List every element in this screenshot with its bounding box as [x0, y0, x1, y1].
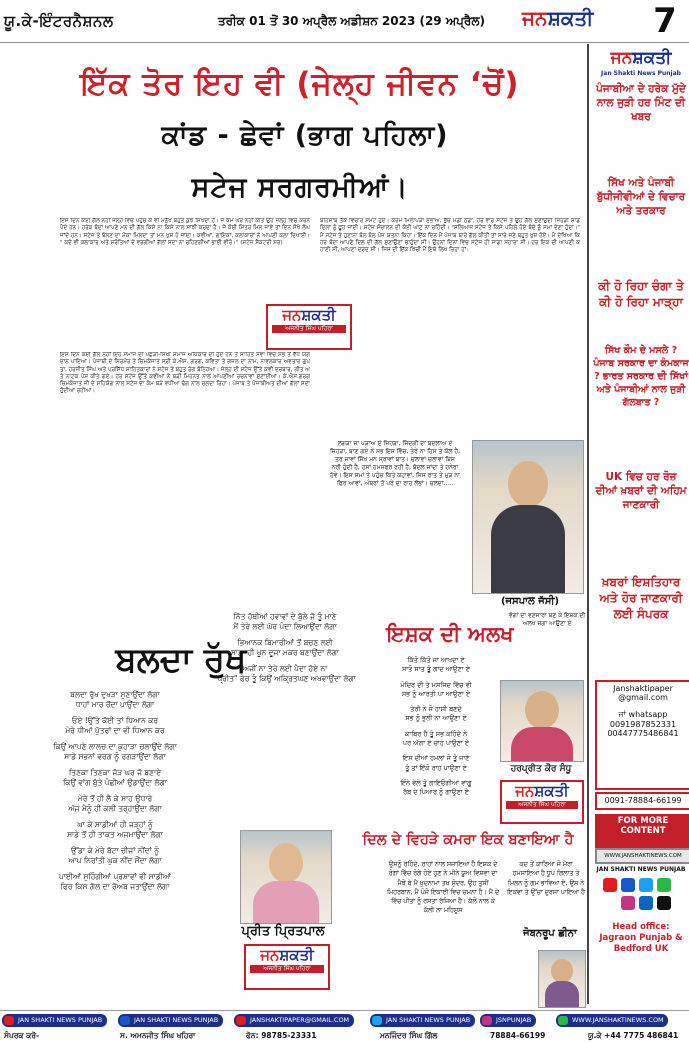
- sidebar-promo: ਸਿੱਖ ਕੌਮ ਦੇ ਮਸਲੇ ? ਪੰਜਾਬ ਸਰਕਾਰ ਦਾ ਕੰਮਕਾਜ ? ਭਾਰਤ ਸਰਕਾਰ ਦੀ ਸਿੱਖਾਂ ਅਤੇ ਪੰਜਾਬੀਆਂ ਨਾਲ ਜੁੜੀ ਗੱਲਬਾਤ ?: [593, 345, 689, 408]
- poem-right-column: [200, 612, 370, 684]
- poem-line: ਫਿਰ ਕਿਸ ਗੱਲ ਦਾ ਰੋਅਬ ਜਤਾਉਂਦਾ ਲੱਗਾ: [60, 882, 170, 891]
- article-column: ਬੇਹਿਸਾਬ ਤੱਕ ਵਿਚਾਰ ਸਮੇਟੇ ਹੁੰਦੇ। ਕਰਮ ਮਿਲਾਪੜਾ ਸੁਭਾਅ, ਭੁੱਚੋ ਮੰਡੀ ਠੰਡਾ, ਹਰ ਵਾਰ ਸਟੇਜ ਤੇ ਉਹ ਗੱਲ ਸੁਣਾਉਂਦੀ ਜਿਹੜੀ ਸਾਡੇ ਦਿਲਾਂ ਨੂੰ ਛੂਹ ਜਾਂਦੀ। ਸਟੇਜ ਸੰਚਾਲਨ ਦੀ ਕੋਈ ਘਾਟ ਨਾ ਰਹਿੰਦੀ। "ਸਲਿਆਜ਼ ਸਟੇਜ ਤੇ ਕਿਸੇ ਪਹਿਲੇ ਹੋਏ ਬੰਦੇ ਨੂੰ ਸਮਾਂ ਦੇਣਾ ਹੁੰਦਾ।" ਮੈਂ ਸਟੇਜ ਤੇ ਹੁਣਾਨਾ ਬੋਲ ਬੋਲ ਪੰਜ ਯਤਨਾ ਕਿਹਾ। ਇੱਕ ਦਿਨ ਮੈਂ ਪੰਜਾਬ ਬਾਰੇ ਗੱਲ ਕੀਤੀ ਤਾਂ ਸਾਰੇ ਜਣੇ ਬਹੁਤ ਖੁਸ਼ ਹੋਏ। ਮੈਂ ਦੇਖਿਆ ਕਿ ਹਰ ਬੰਦਾ ਆਪਣੇ ਦਿਲ ਦੀ ਗੱਲ ਸੁਣਾਉਣਾ ਚਾਹੁੰਦਾ ਸੀ। ਉਹਨਾਂ ਦਿਨਾਂ ਵਿਚ ਸਟੇਜ ਹੀ ਸਾਡਾ ਸਹਾਰਾ ਸੀ। ਹਰ ਇਕ ਦੀ ਆਪਣੀ ਕਹਾਣੀ ਸੀ, ਆਪਣਾ ਦਰਦ ਸੀ। ਜਿਸ ਦੀ ਇੱਕ ਖਿੱਚੀ ਮੈਂ ਇਥੇ ਲਿਖ ਰਿਹਾ ਹਾਂ:: [320, 218, 580, 254]
- tiktok-icon[interactable]: [657, 896, 671, 910]
- sidebar-logo: ਜਨਸ਼ਕਤੀ: [610, 48, 672, 68]
- footer-instagram-link[interactable]: JSNPUNJAB: [480, 1014, 536, 1027]
- footer-facebook-link[interactable]: JAN SHAKTI NEWS PUNJAB: [118, 1014, 223, 1027]
- sidebar-promo: ਖ਼ਬਰਾਂ ਇਸ਼ਤਿਹਾਰ ਅਤੇ ਹੋਰ ਜਾਣਕਾਰੀ ਲਈ ਸੰਪਰਕ: [599, 575, 683, 621]
- instagram-icon: [482, 1016, 492, 1025]
- footer-phone[interactable]: ਫੋਨ: 98785-23331: [246, 1031, 317, 1040]
- poem-line: ਕਾਬਿਰ ਹੈ ਤੂੰ ਸਭ ਕਹਿੰਦੇ ਨੇ: [404, 729, 468, 738]
- page-footer: [0, 1010, 689, 1044]
- author-photo: [538, 950, 586, 1008]
- author-photo: [500, 680, 584, 762]
- poem-line: ਮੰਦਿਰ ਦੀ ਤੇ ਮਸਜਿਦ ਵਿੱਚ ਵੀ: [400, 680, 472, 689]
- youtube-icon: [4, 1016, 14, 1025]
- sidebar-promo: ਸਿੱਖ ਅਤੇ ਪੰਜਾਬੀ ਬੁੱਧੀਜੀਵੀਆਂ ਦੇ ਵਿਚਾਰ ਅਤੇ ਤਰਕਾਰ: [596, 177, 686, 217]
- article-column: ਇਸ ਦਿਨ ਕੋਈ ਗੱਲ ਨਹੀਂ ਇਹ ਸਮਾਜ ਦੀ ਪਛੜੀ-ਸਿਖੀ ਸਮਾਜ ਅਧਿਕਾਰ ਦੀ ਹੁੰਦੇ ਹਨ ਤੇ ਸਾਹਿਤ ਸੇਵਾ ਵਿਚ ਸਭ ਤੋਂ ਵੱਧ ਯੋਗਦਾਨ ਪਾਇਆ। ਪੰਜਾਬੀ ਦੇ ਸਿਰਮੌਰ ਤੇ ਚਿਮਕੰਜਾਤ ਸ੍ਰੀ ਕੇ.ਐਸ. ਗਰਗ, ਕਵਿਤਾ ਤੇ ਗਜ਼ਲ ਦਾ ਨਾਮ, ਨਾਵਲਕਾਰ ਅਵਤਾਰ ਗੁਪਤਾ, ਹਰਜੀਤ ਸਿੰਘ ਅਤੇ ਪ੍ਰਸਿੱਧ ਸਾਹਿਤਕਾਰਾਂ ਨੇ ਸਟੇਜ ਤੇ ਬਹੁਤ ਰੰਗ ਬੰਨ੍ਹਿਆ। ਜੇਲ੍ਹ ਦੀ ਸਟੇਜ ਉੱਤੇ ਕਵੀ ਦਰਬਾਰ, ਗੀਤ ਅਤੇ ਨਾਟਕ ਪੇਸ਼ ਕੀਤੇ ਗਏ। ਹਰ ਸਟੇਜ ਉੱਤੇ ਕਵੀਆਂ ਨੇ ਬੜੀ ਮਿਹਨਤ ਨਾਲ ਆਪਣੀਆਂ ਰਚਨਾਵਾਂ ਸੁਣਾਈਆਂ। ਕੇ.ਐਸ.ਗਰਗ ਚਿਮਕੰਜਾਤ ਜੀ ਦੇ ਸਹਿਯੋਗ ਨਾਲ ਸਟੇਜ ਦਾ ਕੰਮ ਬੜੇ ਵਧੀਆ ਢੰਗ ਨਾਲ ਚਲਦਾ ਰਿਹਾ। ਪੰਜਾਬ ਤੇ ਪੰਜਾਬੀਅਤ ਦੀਆਂ ਗੱਲਾਂ ਸਦਾ ਹੁੰਦੀਆਂ ਰਹੀਆਂ।: [60, 352, 310, 395]
- footer-website-link[interactable]: WWW.JANSHAKTINEWS.COM: [556, 1014, 668, 1027]
- poem-title: ਬਲਦਾ ਰੁੱਖ: [115, 640, 247, 680]
- article-column: ਇਸ ਦਿਨ ਕੋਈ ਗੱਲ ਨਹੀਂ ਜੇਲ੍ਹ ਵਿਚ ਪਹੁੰਚ ਕੇ ਵੀ ਮਨੁੱਖ ਬਹੁਤ ਕੁਝ ਸਿਖਦਾ ਹੈ। ਜੋ ਕੰਮ ਘਰ ਨਹੀਂ ਕੀਤੇ ਉਹ ਜੇਲ੍ਹ ਵਿਚ ਕਰਨੇ ਪੈਂਦੇ ਹਨ। ਹਰੇਕ ਬੰਦਾ ਆਪਣੇ ਮਨ ਦੀ ਗੱਲ ਕਿਸੇ ਨਾ ਕਿਸੇ ਨਾਲ ਸਾਂਝੀ ਕਰਦਾ ਹੈ। ਜੇ ਕੋਈ ਮਿੱਤਰ ਮਿਲ ਜਾਵੇ ਤਾਂ ਦਿਨ ਸੌਖੇ ਲੰਘ ਜਾਂਦੇ ਹਨ। ਸਟੇਜ ਤੇ ਬੋਲਣ ਦਾ ਮੌਕਾ ਮਿਲਦਾ ਤਾਂ ਮਨ ਖੁਸ਼ ਹੋ ਜਾਂਦਾ। ਕਵੀਆਂ, ਗਾਇਕਾਂ, ਕਲਾਕਾਰਾਂ ਨੇ ਆਪਣੀ ਕਲਾ ਦਿਖਾਈ। " ਕਦੇ ਵੀ ਕਲਾਕਾਰ ਅਤੇ ਸਰੋਤਿਆਂ ਦੇ ਵਰਗੀਆਂ ਗੱਲਾਂ ਸਦਾ ਨਾ ਰਹਿਣਗੀਆਂ ਭਾਈ ਵੀਰੋ।" (ਸਟੇਜ ਸੈਕਟਰੀ ਸਰ): [60, 218, 310, 246]
- footer-email-link[interactable]: JANSHAKTIPAPER@GMAIL.COM: [234, 1014, 354, 1027]
- poem-body: [376, 656, 496, 798]
- whatsapp-icon[interactable]: [657, 878, 671, 892]
- poem-left-column: [30, 690, 200, 892]
- poem-line: ਭਿਆਨਕ ਬਿਮਾਰੀਆਂ ਤੋਂ ਬਚਣ ਲਈ: [237, 638, 333, 647]
- poem-line: ਮੇਰੇ ਧੀਆਂ ਪੁੱਤਰਾਂ ਦਾ ਵੀ ਧਿਆਨ ਕਰ: [65, 726, 165, 735]
- author-name: ਪ੍ਰੀਤ ਪ੍ਰਿਤਪਾਲ: [241, 924, 325, 939]
- poem-line: ਤੂੰ ਤਾਂ ਇੱਕੋ ਰਾਹ ਪਾਉਣਾ ਏ: [405, 763, 467, 772]
- globe-icon: [558, 1016, 568, 1025]
- instagram-icon[interactable]: [621, 896, 635, 910]
- poem-line: ਧਾਹਾਂ ਮਾਰ ਰੋਂਦਾ ਪਾਉਂਦਾ ਲੱਗਾ: [75, 700, 155, 709]
- footer-phone[interactable]: 78884-66199: [490, 1031, 546, 1040]
- footer-name: ਮਨਜਿੰਦਰ ਸਿੰਘ ਗਿੱਲ: [380, 1031, 438, 1040]
- footer-twitter-link[interactable]: JAN SHAKTI NEWS PUNJAB: [370, 1014, 475, 1027]
- poem-line: ਆਪ ਨਿਰਾਂਤੀ ਘੁਕ ਨੀਂਦ ਸੌਂਦਾ ਲੱਗਾ: [68, 856, 162, 865]
- poem-line: ਸਾਤੋ ਸਾਤ ਤੂੰ ਗਾਦ ਆਉਣਾ ਏ: [401, 665, 471, 674]
- footer-youtube-link[interactable]: JAN SHAKTI NEWS PUNJAB: [2, 1014, 107, 1027]
- sidebar-promo: ਪੰਜਾਬੀਆ ਦੇ ਹਰੇਕ ਮੁੱਦੇ ਨਾਲ ਜੁੜੀ ਹਰ ਮਿੰਟ ਦੀ ਖਬਰ: [596, 83, 686, 123]
- poem-line: ਰੱਬ ਦੇ ਪਿਆਰ ਨੂੰ ਗਾਉਣਾ ਏ: [403, 788, 469, 797]
- linkedin-icon[interactable]: [639, 896, 653, 910]
- website-link[interactable]: WWW.JANSHAKTINEWS.COM: [595, 848, 689, 864]
- facebook-icon: [120, 1016, 130, 1025]
- brand-logo: ਜਨਸ਼ਕਤੀ: [522, 6, 594, 30]
- poem-line: ਕਿੱਤੋ ਕਿੱਤੋ ਜਾ ਆਖਦਾ ਏ: [407, 656, 465, 664]
- more-content-badge: FOR MORE CONTENT: [595, 814, 689, 848]
- article-title: ਇੱਕ ਤੋਰ ਇਹ ਵੀ (ਜੇਲ੍ਹ ਜੀਵਨ ‘ਚੋਂ): [80, 66, 520, 102]
- poem-line: ਇੰਨੇ ਵੇਲੇ ਤੂੰ ਗਾਇਓਗੀਆਂ ਵਾਂਗੂ: [400, 778, 472, 787]
- poem-line: ਅਜੀਂ ਨਾ ਤੇਰੇ ਲਈ ਪੈਦਾ ਹੋਏ ਨਾ: [242, 664, 328, 673]
- poem-line: ਇਸ ਦੀਆਂ ਹਮਲਾਂ ਜੋ ਤੂੰ ਜਾਣੇ: [402, 754, 470, 763]
- page-header: [0, 0, 689, 43]
- poem-line: ਮੇਰੇ ਤੋਂ ਹੀ ਲੈ ਕੇ ਸਾਹ ਉਧਾਰੇ: [77, 794, 153, 803]
- poem-line: ਪਰ ਅੱਗਾ ਏ ਚਾਹ ਪਾਉਣਾ ਏ: [402, 739, 470, 748]
- poem-body: ਉਸਨੂੰ ਰਹਿੰਦੇ, ਰਾਹਾਂ ਨਾਲ ਸਜਾਇਆ ਹੈ ਇਸ਼ਕ ਦੇ ਰੰਗਾਂ ਵਿੱਚ ਰੰਗੇ ਹੋਏ ਹੁਣ ਨੇ ਮੀਨੇ ਯੂਅ ਵਿਸ਼ਵਾ ਦਾ ਮੈਥੋਂ ਬੇ ਮੈਂ ਖ਼ੁਦਨਾਮਾ ਤਖ਼ ਸੁੰਦਰ, ਉਹ ਤੁਸੀਂ ਮਿਹਰਬਾਨ, ਮੈਂ ਪੰਜੋ ਇਕਾਈ ਵਿਚ ਚਮਨਾ ਹੈ। ਮੈਂ ਦੇ ਵਿੱਚ ਪੀਤਾਂ ਨੂੰ ਰਸਤਾ ਰੱਜਿਆ ਹੈ। ਕੱਲੋਂ ਨਾਲ ਕੇ ਕੱਲੀ ਨਾ ਮਹਿਸੂਸ: [386, 861, 500, 915]
- facebook-icon[interactable]: [621, 878, 635, 892]
- poem-title: ਇਸ਼ਕ ਦੀ ਅਲਖ: [386, 622, 514, 646]
- phone-box[interactable]: 0091-78884-66199: [595, 792, 689, 810]
- poem-line: ਓਏ !ਉੱਤੇ ਕੋਈ ਤਾਂ ਧਿਆਨ ਕਰ: [72, 716, 158, 725]
- footer-uk-phone[interactable]: ਯੂ.ਕੇ +44 7775 486841: [588, 1031, 679, 1040]
- poem-block: ਲਗੜਾ ਜਾ ਪੜਾਅ ਏ ਜਿਹੜਾ, ਜਿੰਦਗੀ ਦਾ ਬਦਲਾਅ ਏ ਜਿਹੜਾ, ਬਾਣ ਗਏ ਨੇ ਸਭ ਇਸ ਵਿੱਚ, ਤੇਰੇ ਨਾ ਹਿਸ ਤੇ ਕੋਲ ਹੈ, ਤਰ ਜਾਵਾਂ ਸਿੱਖ ਮਨ ਸ੍ਰਾਵਾਂ ਬਾਤ। ਚਲਾਵਾਂ ਚਲਾਵਾਂ ਬਿਸ ਨਰੀ ਹੁੰਦੀ ਹੈ, ਹਸਾਂ ਹਮਸਫਰ ਰਹੀ ਹੈ, ਬੱਦਲ ਜਾਂਦਾ ਤੇ ਹਨੇਰਾ ਹੋਵੇ। ਇਸ ਸਮਾਂ ਤੇ ਪਹੁੰਚ ਕਿਤੇ ਕਹਾਵਾਂ, ਜਿਸ ਰਾਤ ਤੇ ਮੁੜ ਨਾ ਫਿਰ ਆਵਾਂ, ਅੰਬਰਾਂ ਤੋਂ ਪਰੇ ਦਾ ਰਾਹ ਲੱਭਾਂ। ਚਲਦਾ.....: [330, 440, 460, 487]
- brand-badge: ਜਨਸ਼ਕਤੀ ਅਜਨੀਤ ਸਿੰਘ ਪਹਿਰਾ: [244, 944, 330, 990]
- poem-line: ਉੱਡਾ ਕੇ ਮੇਰੇ ਬੋਟਾ ਚੀਜਾਂ ਨੀਂਦਾਂ ਨੂੰ: [70, 846, 159, 855]
- author-name: ਹਰਪ੍ਰੀਤ ਕੌਰ ਸੰਧੂ: [510, 764, 572, 774]
- phone[interactable]: 0091987852331: [609, 720, 677, 729]
- masthead-left: ਯੂ.ਕੇ-ਇੰਟਰਨੈਸ਼ਨਲ: [4, 12, 114, 30]
- poem-line: ਨਿੱਤ ਹੱਥੀਆਂ ਹਵਾਵਾਂ ਦੇ ਬੁੱਲੇ ਜੋ ਤੂੰ ਮਾਣੇ: [233, 612, 337, 621]
- twitter-icon[interactable]: [639, 878, 653, 892]
- phone[interactable]: 00447775486841: [607, 729, 679, 738]
- poem-intro: ਵੱਗਾਂ ਦਾ ਵਣਜਾਰਾ ਬਣ ਕੇ ਇਸ਼ਕ ਦੀ ਅਲਖ ਜਗਾ ਆਉਣਾ ਏ: [508, 612, 586, 627]
- poem-line: ਬਲਦਾ ਰੁੱਖ ਦੁਖੜਾ ਸੁਣਾਉਂਦਾ ਲੱਗਾ: [70, 690, 160, 699]
- poem-line: ਤਿਣਕਾ ਤਿਣਕਾ ਜੋੜ ਘਰ ਜੋ ਬਣਾਏ: [68, 768, 162, 777]
- sidebar-promo: UK ਵਿਚ ਹਰ ਰੋਜ਼ ਦੀਆਂ ਖ਼ਬਰਾਂ ਦੀ ਅਹਿਮ ਜਾਣਕਾਰੀ: [595, 471, 687, 511]
- poem-line: ਸਾਡੇ ਤੋਂ ਹੀ ਤਾਕਤ ਅਜਮਾਉਂਦਾ ਲੱਗਾ: [67, 830, 163, 839]
- sidebar: [587, 44, 689, 1004]
- author-photo: [472, 440, 584, 594]
- footer-contact: ਸੰਪਰਕ ਕਰੋ-: [4, 1031, 40, 1040]
- poem-line: "ਪ੍ਰੀਤ" ਫੇਰ ਤੂੰ ਕਿਉਂ ਅਕ੍ਰਿਤਘਣ ਅਖਵਾਉਂਦਾ ਲੱਗਾ: [214, 674, 356, 683]
- brand-badge: ਜਨਸ਼ਕਤੀ ਅਜਨੀਤ ਸਿੰਘ ਪਹਿਰਾ: [500, 780, 584, 824]
- section-heading: ਸਟੇਜ ਸਰਗਰਮੀਆਂ।: [191, 172, 409, 203]
- poem-line: ਤੇਰੀ ਨੇ ਜੋ ਹਾਸੀ ਬਣਦੇ: [410, 705, 462, 714]
- edition-date: ਤਰੀਕ 01 ਤੋਂ 30 ਅਪ੍ਰੈਲ ਅਡੀਸ਼ਨ 2023 (29 ਅਪ੍ਰੈਲ): [218, 14, 485, 28]
- poem-line: ਮੈਂ ਤੇਰੇ ਲਈ ਘੱਰ ਪੰਦਾ ਲਿਆਉਂਦਾ ਲੱਗਾ: [233, 622, 337, 631]
- poem-line: ਸਾਡੇ ਸਭਨਾਂ ਵਰਗ ਨੂੰ ਰਗੜਾਉਂਦਾ ਲੱਗਾ: [64, 752, 166, 761]
- email-icon: [236, 1016, 246, 1025]
- poem-body: ਕਦ ਤੋਂ ਕਾਰਿਆ ਜੋ ਮੇਰਾ ਹਮਸਾਇਆ ਹੈ ਧੂਪ ਗਿਲਾਤ ਤੇ ਮਿਲਨ ਨੂੰ ਗਮ ਭਾਵਿਆ ਏ, ਉਸ ਨੇ ਇਕਵਾ ਤੇ ਉੱਚਾ ਦੁਰਸ਼ਾ ਪਾਇਆ ਹੈ: [507, 861, 585, 896]
- brand-badge: ਜਨਸ਼ਕਤੀ ਅਜਨੀਤ ਸਿੰਘ ਪਹਿਰਾ: [266, 304, 352, 350]
- poem-line: ਘਾ ਕੇ ਸਾਡੀਆਂ ਹੀ ਜੜ੍ਹਾਂ ਨੂੰ: [77, 820, 153, 829]
- email[interactable]: Janshaktipaper: [613, 684, 673, 693]
- poem-line: ਸਭ ਨੂੰ ਭੁਲੀ ਨਾ ਆਉਣਾ ਏ: [405, 714, 467, 723]
- contact-box: Janshaktipaper @gmail.com ਜਾਂ whatsapp 0091987852331 00447775486841: [595, 680, 689, 790]
- article-subtitle: ਕਾਂਡ - ਛੇਵਾਂ (ਭਾਗ ਪਹਿਲਾ): [161, 120, 449, 151]
- social-icons: [599, 876, 683, 912]
- youtube-icon[interactable]: [603, 878, 617, 892]
- author-name: ਜੋਬਨਰੂਪ ਛੀਨਾ: [523, 928, 577, 939]
- author-photo: [240, 830, 332, 924]
- twitter-icon: [372, 1016, 382, 1025]
- sidebar-logo-sub: Jan Shakti News Punjab: [601, 70, 681, 77]
- head-office: Head office: Jagraon Punjab & Bedford UK: [599, 922, 683, 954]
- poem-line: ਕਿਉਂ ਵਾਂਗ ਬੁੱਤੇ ਪੰਛੀਆਂ ਉਡਾਉਂਦਾ ਲੱਗਾ: [63, 778, 167, 787]
- poem-title: ਦਿਲ ਦੇ ਵਿਹੜੇ ਕਮਰਾ ਇਕ ਬਣਾਇਆ ਹੈ: [362, 832, 574, 848]
- poem-line: ਸਾਡਾ ਹੀ ਖੂਨ ਦੂਜਾ ਮਕਰ ਬਣਾਉਂਦਾ ਲੱਗਾ: [230, 648, 340, 657]
- footer-editor: ਸ. ਅਮਨਜੀਤ ਸਿੰਘ ਖਹਿਰਾ: [120, 1031, 196, 1040]
- poem-line: ਕਿਉਂ ਆਪਣੇ ਲਾਲਚ ਦਾ ਕੁਹਾੜਾ ਚਲਾਉਂਦੇ ਲੱਗਾ: [53, 742, 177, 751]
- poem-line: ਅੱਜ ਮੈਨੂੰ ਹੀ ਕਲੀ ਤਰ੍ਹਾਉਂਦਾ ਲੱਗਾ: [68, 804, 162, 813]
- author-name: (ਜਸਪਾਲ ਜੱਸੀ): [500, 596, 560, 607]
- poem-line: ਪਾਈਆਂ ਸੁਹਿੰਗੀਆਂ ਪ੍ਰਸ਼ਾਵਾਂ ਵੀ ਸਾਡੀਆਂ: [58, 872, 172, 881]
- social-label: JAN SHAKTI NEWS PUNJAB: [596, 866, 686, 873]
- poem-line: ਸਭ ਨੂੰ ਆਰਤੀ ਪਾ ਆਉਣਾ ਏ: [401, 689, 471, 698]
- sidebar-promo: ਕੀ ਹੋ ਰਿਹਾ ਚੰਗਾ ਤੇ ਕੀ ਹੋ ਰਿਹਾ ਮਾੜ੍ਹਾ: [598, 279, 684, 309]
- page-number: 7: [653, 1, 677, 41]
